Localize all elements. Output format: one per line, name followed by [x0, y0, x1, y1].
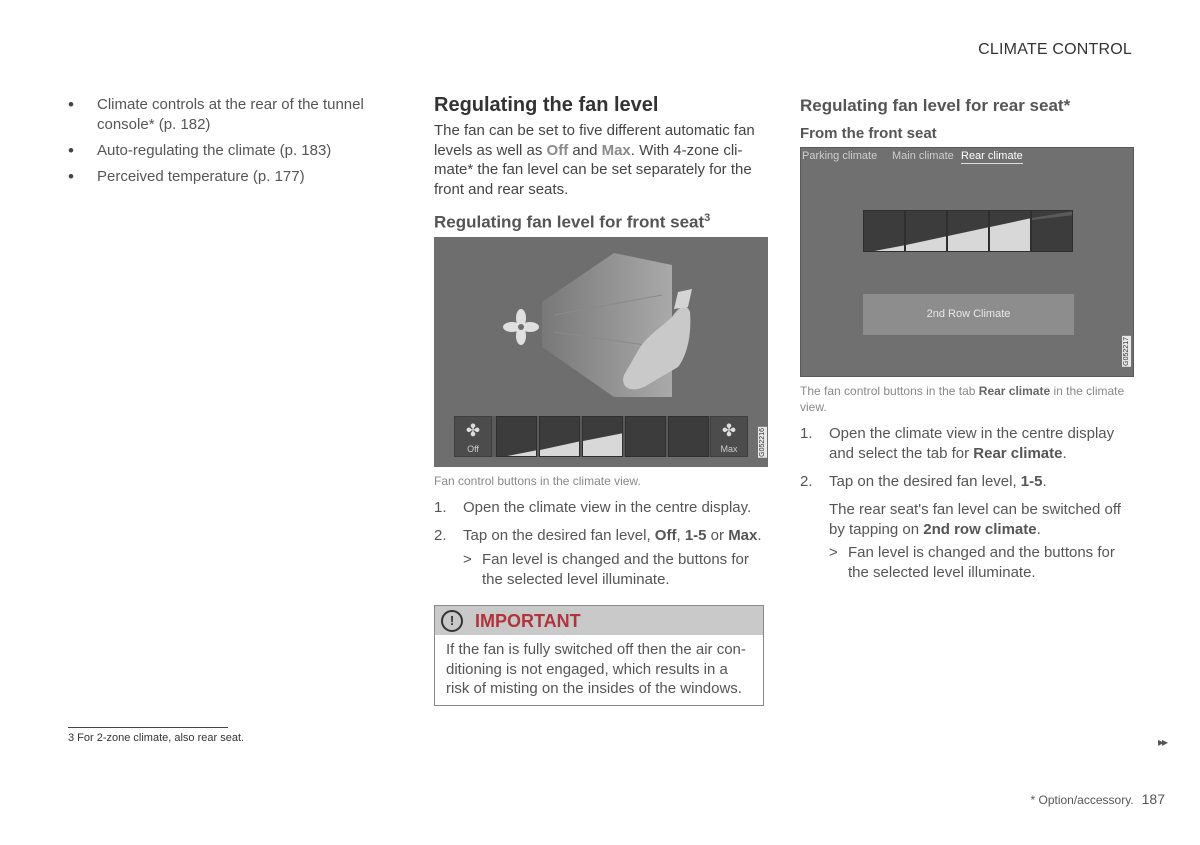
- result-text: Fan level is changed and the buttons for the selected level illuminate.: [482, 551, 749, 588]
- step-number: 2.: [434, 527, 447, 544]
- tab-parking-climate[interactable]: Parking climate: [802, 150, 878, 162]
- page-number: 187: [1141, 791, 1165, 807]
- result-text: Fan level is changed and the buttons for the selected level illuminate.: [848, 544, 1115, 581]
- result-marker: >: [463, 551, 472, 568]
- fan-level-1-button[interactable]: [496, 416, 537, 457]
- continue-arrows-icon: ▸▸: [1157, 735, 1166, 749]
- step-2: [434, 526, 764, 546]
- footnote: 3 For 2-zone climate, also rear seat.: [68, 732, 245, 744]
- tab-main-climate[interactable]: Main climate: [892, 150, 954, 162]
- fan-icon: ✤: [465, 421, 481, 440]
- option-note: * Option/accessory.: [1030, 793, 1134, 807]
- rear-figure-caption: The fan control buttons in the tab Rear climate in the climate view.: [800, 384, 1125, 414]
- step-text: Open the climate view in the centre display.: [463, 499, 752, 516]
- fan-airflow-illustration: [434, 237, 768, 417]
- step-number: 1.: [800, 425, 813, 442]
- related-link[interactable]: • Perceived temperature (p. 177): [68, 167, 388, 187]
- rear-climate-screen: [800, 147, 1134, 377]
- rear-fan-level-2-button[interactable]: [905, 210, 947, 252]
- step-result: [463, 550, 763, 590]
- fan-icon: ✤: [721, 421, 737, 440]
- tab-rear-climate[interactable]: Rear climate: [961, 150, 1023, 162]
- related-link[interactable]: • Auto-regulating the climate (p. 183): [68, 141, 388, 161]
- rear-seat-subheading: From the front seat: [800, 125, 937, 142]
- related-link[interactable]: • Climate controls at the rear of the tunnel console* (p. 182): [68, 95, 388, 135]
- rear-fan-level-5-button[interactable]: [1031, 210, 1073, 252]
- footnote-divider: [68, 727, 228, 728]
- rear-note: The rear seat's fan level can be switched off by tapping on 2nd row climate.: [829, 501, 1121, 538]
- related-links-list: [68, 95, 388, 193]
- second-row-climate-button[interactable]: 2nd Row Climate: [863, 294, 1074, 335]
- fan-off-label: Off: [467, 444, 479, 454]
- rear-fan-level-bar: [863, 210, 1074, 252]
- step-number: 2.: [800, 473, 813, 490]
- rear-fan-level-3-button[interactable]: [947, 210, 989, 252]
- rear-step-2: [800, 472, 1134, 492]
- exclamation-icon: !: [441, 610, 463, 632]
- fan-level-4-button[interactable]: [625, 416, 666, 457]
- section-title: CLIMATE CONTROL: [978, 41, 1132, 58]
- figure-code: G052216: [759, 428, 766, 457]
- fan-level-5-button[interactable]: [668, 416, 709, 457]
- important-header: [435, 606, 763, 635]
- intro-paragraph: The fan can be set to five different automatic fan levels as well as Off and Max. With 4-zone cli-mate* the fan level can be set separately for the front and rear seats.: [434, 122, 755, 198]
- fan-max-label: Max: [720, 444, 738, 454]
- fan-max-button[interactable]: [710, 416, 748, 457]
- front-figure-caption: Fan control buttons in the climate view.: [434, 474, 641, 488]
- step-text: Open the climate view in the centre display and select the tab for Rear climate.: [829, 425, 1115, 462]
- important-title: IMPORTANT: [475, 611, 581, 631]
- step-text: Tap on the desired fan level, 1-5.: [829, 473, 1047, 490]
- front-fan-screen: [434, 237, 768, 467]
- page-footer: [1030, 791, 1165, 807]
- rear-seat-heading: Regulating fan level for rear seat*: [800, 96, 1071, 115]
- fan-level-bar: [454, 416, 748, 457]
- important-box: [434, 605, 764, 706]
- step-1: [434, 498, 764, 518]
- step-text: Tap on the desired fan level, Off, 1-5 or Max.: [463, 527, 762, 544]
- result-marker: >: [829, 544, 838, 561]
- step-number: 1.: [434, 499, 447, 516]
- fan-level-3-button[interactable]: [582, 416, 623, 457]
- rear-step-1: [800, 424, 1134, 464]
- fan-level-2-button[interactable]: [539, 416, 580, 457]
- main-heading: Regulating the fan level: [434, 94, 659, 116]
- front-seat-heading: Regulating fan level for front seat$^3$: [434, 212, 711, 232]
- fan-off-button[interactable]: [454, 416, 492, 457]
- rear-fan-level-4-button[interactable]: [989, 210, 1031, 252]
- figure-code: G052217: [1123, 337, 1130, 366]
- rear-fan-level-1-button[interactable]: [863, 210, 905, 252]
- important-text: If the fan is fully switched off then the air con-ditioning is not engaged, which results in a risk of misting on the insides of the windows.: [446, 641, 746, 697]
- rear-step-result: [829, 543, 1129, 583]
